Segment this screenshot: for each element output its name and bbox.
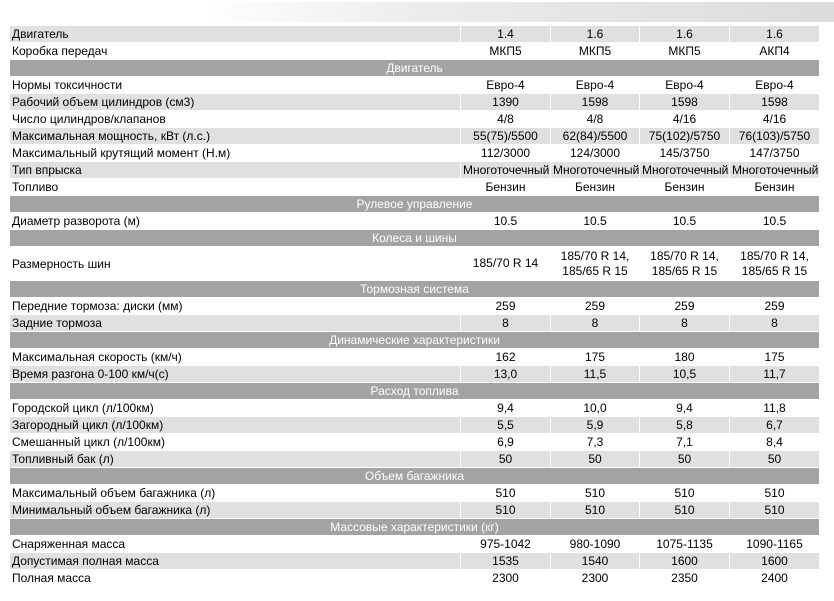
spec-value: 4/8 bbox=[460, 111, 550, 128]
spec-value: 10.5 bbox=[550, 213, 639, 230]
spec-value: 10.5 bbox=[639, 213, 729, 230]
spec-value: 2300 bbox=[550, 570, 639, 587]
spec-value: 55(75)/5500 bbox=[460, 128, 550, 145]
spec-row bbox=[10, 366, 819, 383]
spec-value: МКП5 bbox=[460, 43, 550, 60]
spec-value: 10.5 bbox=[460, 213, 550, 230]
spec-row bbox=[10, 43, 819, 60]
spec-value: 10.5 bbox=[729, 213, 819, 230]
spec-value: Бензин bbox=[550, 179, 639, 196]
spec-value: 980-1090 bbox=[550, 536, 639, 553]
spec-value: 1600 bbox=[639, 553, 729, 570]
spec-value: 4/8 bbox=[550, 111, 639, 128]
spec-value: 50 bbox=[729, 451, 819, 468]
spec-label: Максимальный крутящий момент (Н.м) bbox=[10, 145, 460, 162]
spec-value: 510 bbox=[550, 485, 639, 502]
spec-value: 11,7 bbox=[729, 366, 819, 383]
spec-value: 175 bbox=[550, 349, 639, 366]
section-header bbox=[10, 281, 819, 298]
spec-label: Нормы токсичности bbox=[10, 77, 460, 94]
spec-row bbox=[10, 298, 819, 315]
spec-row bbox=[10, 417, 819, 434]
spec-label: Коробка передач bbox=[10, 43, 460, 60]
spec-row bbox=[10, 536, 819, 553]
spec-row bbox=[10, 26, 819, 43]
spec-label: Топливо bbox=[10, 179, 460, 196]
spec-label: Максимальный объем багажника (л) bbox=[10, 485, 460, 502]
spec-value: 4/16 bbox=[639, 111, 729, 128]
spec-value: Бензин bbox=[639, 179, 729, 196]
spec-row bbox=[10, 213, 819, 230]
spec-value: 5,8 bbox=[639, 417, 729, 434]
spec-label: Задние тормоза bbox=[10, 315, 460, 332]
spec-table bbox=[10, 26, 819, 587]
spec-value: АКП4 bbox=[729, 43, 819, 60]
section-header bbox=[10, 383, 819, 400]
spec-value: 5,9 bbox=[550, 417, 639, 434]
spec-row bbox=[10, 434, 819, 451]
spec-value: 175 bbox=[729, 349, 819, 366]
spec-value: 1.4 bbox=[460, 26, 550, 43]
spec-value: 76(103)/5750 bbox=[729, 128, 819, 145]
spec-value: 1598 bbox=[639, 94, 729, 111]
spec-value: 1598 bbox=[729, 94, 819, 111]
spec-value: 1598 bbox=[550, 94, 639, 111]
spec-label: Тип впрыска bbox=[10, 162, 460, 179]
spec-value: 13,0 bbox=[460, 366, 550, 383]
spec-value: 510 bbox=[550, 502, 639, 519]
section-header-label: Тормозная система bbox=[10, 281, 819, 298]
spec-value: 7,1 bbox=[639, 434, 729, 451]
spec-row bbox=[10, 111, 819, 128]
spec-value: 6,7 bbox=[729, 417, 819, 434]
spec-label: Максимальная мощность, кВт (л.с.) bbox=[10, 128, 460, 145]
section-header-label: Двигатель bbox=[10, 60, 819, 77]
spec-value: 1540 bbox=[550, 553, 639, 570]
spec-value: 185/70 R 14, 185/65 R 15 bbox=[550, 247, 639, 281]
spec-value: Многоточечный bbox=[460, 162, 550, 179]
spec-value: Бензин bbox=[460, 179, 550, 196]
spec-label: Городской цикл (л/100км) bbox=[10, 400, 460, 417]
spec-row bbox=[10, 179, 819, 196]
spec-value: 1390 bbox=[460, 94, 550, 111]
spec-row bbox=[10, 349, 819, 366]
spec-value: 185/70 R 14 bbox=[460, 247, 550, 281]
spec-label: Размерность шин bbox=[10, 247, 460, 281]
spec-value: Евро-4 bbox=[460, 77, 550, 94]
spec-value: Евро-4 bbox=[639, 77, 729, 94]
top-gradient-bar bbox=[203, 2, 834, 22]
spec-label: Загородный цикл (л/100км) bbox=[10, 417, 460, 434]
spec-value: Евро-4 bbox=[550, 77, 639, 94]
spec-value: 124/3000 bbox=[550, 145, 639, 162]
spec-value: 10,0 bbox=[550, 400, 639, 417]
spec-value: 8 bbox=[460, 315, 550, 332]
spec-label: Максимальная скорость (км/ч) bbox=[10, 349, 460, 366]
spec-value: Бензин bbox=[729, 179, 819, 196]
spec-value: МКП5 bbox=[550, 43, 639, 60]
spec-value: 75(102)/5750 bbox=[639, 128, 729, 145]
spec-label: Допустимая полная масса bbox=[10, 553, 460, 570]
spec-label: Топливный бак (л) bbox=[10, 451, 460, 468]
spec-value: Многоточечный bbox=[729, 162, 819, 179]
spec-row bbox=[10, 247, 819, 281]
spec-label: Передние тормоза: диски (мм) bbox=[10, 298, 460, 315]
spec-value: 9,4 bbox=[460, 400, 550, 417]
spec-value: 975-1042 bbox=[460, 536, 550, 553]
spec-row bbox=[10, 128, 819, 145]
section-header-label: Динамические характеристики bbox=[10, 332, 819, 349]
spec-value: 11,8 bbox=[729, 400, 819, 417]
spec-value: 1090-1165 bbox=[729, 536, 819, 553]
spec-label: Смешанный цикл (л/100км) bbox=[10, 434, 460, 451]
spec-value: 510 bbox=[729, 502, 819, 519]
spec-value: 4/16 bbox=[729, 111, 819, 128]
spec-value: 8 bbox=[639, 315, 729, 332]
spec-value: 147/3750 bbox=[729, 145, 819, 162]
spec-row bbox=[10, 502, 819, 519]
spec-row bbox=[10, 77, 819, 94]
spec-value: 185/70 R 14, 185/65 R 15 bbox=[729, 247, 819, 281]
spec-row bbox=[10, 162, 819, 179]
section-header bbox=[10, 519, 819, 536]
spec-value: 259 bbox=[729, 298, 819, 315]
spec-value: 112/3000 bbox=[460, 145, 550, 162]
spec-value: Многоточечный bbox=[550, 162, 639, 179]
section-header bbox=[10, 468, 819, 485]
spec-value: 1075-1135 bbox=[639, 536, 729, 553]
spec-value: 50 bbox=[639, 451, 729, 468]
spec-value: 162 bbox=[460, 349, 550, 366]
spec-value: 1600 bbox=[729, 553, 819, 570]
spec-value: 259 bbox=[639, 298, 729, 315]
spec-label: Полная масса bbox=[10, 570, 460, 587]
section-header bbox=[10, 196, 819, 213]
spec-value: 50 bbox=[460, 451, 550, 468]
spec-value: 510 bbox=[460, 502, 550, 519]
spec-label: Минимальный объем багажника (л) bbox=[10, 502, 460, 519]
spec-row bbox=[10, 451, 819, 468]
spec-value: 259 bbox=[550, 298, 639, 315]
spec-value: 259 bbox=[460, 298, 550, 315]
spec-value: 62(84)/5500 bbox=[550, 128, 639, 145]
spec-value: 8 bbox=[729, 315, 819, 332]
section-header-label: Рулевое управление bbox=[10, 196, 819, 213]
spec-label: Снаряженная масса bbox=[10, 536, 460, 553]
spec-value: 180 bbox=[639, 349, 729, 366]
section-header-label: Объем багажника bbox=[10, 468, 819, 485]
spec-value: 1.6 bbox=[639, 26, 729, 43]
spec-row bbox=[10, 553, 819, 570]
section-header bbox=[10, 60, 819, 77]
spec-label: Двигатель bbox=[10, 26, 460, 43]
spec-value: Многоточечный bbox=[639, 162, 729, 179]
spec-label: Число цилиндров/клапанов bbox=[10, 111, 460, 128]
spec-value: 7,3 bbox=[550, 434, 639, 451]
spec-row bbox=[10, 400, 819, 417]
spec-value: 6,9 bbox=[460, 434, 550, 451]
spec-value: 185/70 R 14, 185/65 R 15 bbox=[639, 247, 729, 281]
spec-row bbox=[10, 570, 819, 587]
spec-value: 510 bbox=[729, 485, 819, 502]
spec-value: 1535 bbox=[460, 553, 550, 570]
spec-row bbox=[10, 94, 819, 111]
spec-value: 510 bbox=[460, 485, 550, 502]
spec-value: 9,4 bbox=[639, 400, 729, 417]
section-header bbox=[10, 230, 819, 247]
spec-value: 2350 bbox=[639, 570, 729, 587]
spec-value: 5,5 bbox=[460, 417, 550, 434]
spec-value: 510 bbox=[639, 502, 729, 519]
spec-row bbox=[10, 145, 819, 162]
spec-value: 8 bbox=[550, 315, 639, 332]
spec-value: МКП5 bbox=[639, 43, 729, 60]
spec-value: Евро-4 bbox=[729, 77, 819, 94]
section-header-label: Колеса и шины bbox=[10, 230, 819, 247]
section-header-label: Расход топлива bbox=[10, 383, 819, 400]
spec-value: 10,5 bbox=[639, 366, 729, 383]
spec-value: 510 bbox=[639, 485, 729, 502]
spec-value: 2300 bbox=[460, 570, 550, 587]
spec-value: 145/3750 bbox=[639, 145, 729, 162]
spec-value: 1.6 bbox=[729, 26, 819, 43]
spec-label: Рабочий объем цилиндров (см3) bbox=[10, 94, 460, 111]
spec-value: 1.6 bbox=[550, 26, 639, 43]
section-header-label: Массовые характеристики (кг) bbox=[10, 519, 819, 536]
spec-value: 11,5 bbox=[550, 366, 639, 383]
spec-label: Время разгона 0-100 км/ч(с) bbox=[10, 366, 460, 383]
spec-row bbox=[10, 485, 819, 502]
spec-value: 50 bbox=[550, 451, 639, 468]
spec-value: 2400 bbox=[729, 570, 819, 587]
section-header bbox=[10, 332, 819, 349]
spec-row bbox=[10, 315, 819, 332]
spec-value: 8,4 bbox=[729, 434, 819, 451]
spec-label: Диаметр разворота (м) bbox=[10, 213, 460, 230]
